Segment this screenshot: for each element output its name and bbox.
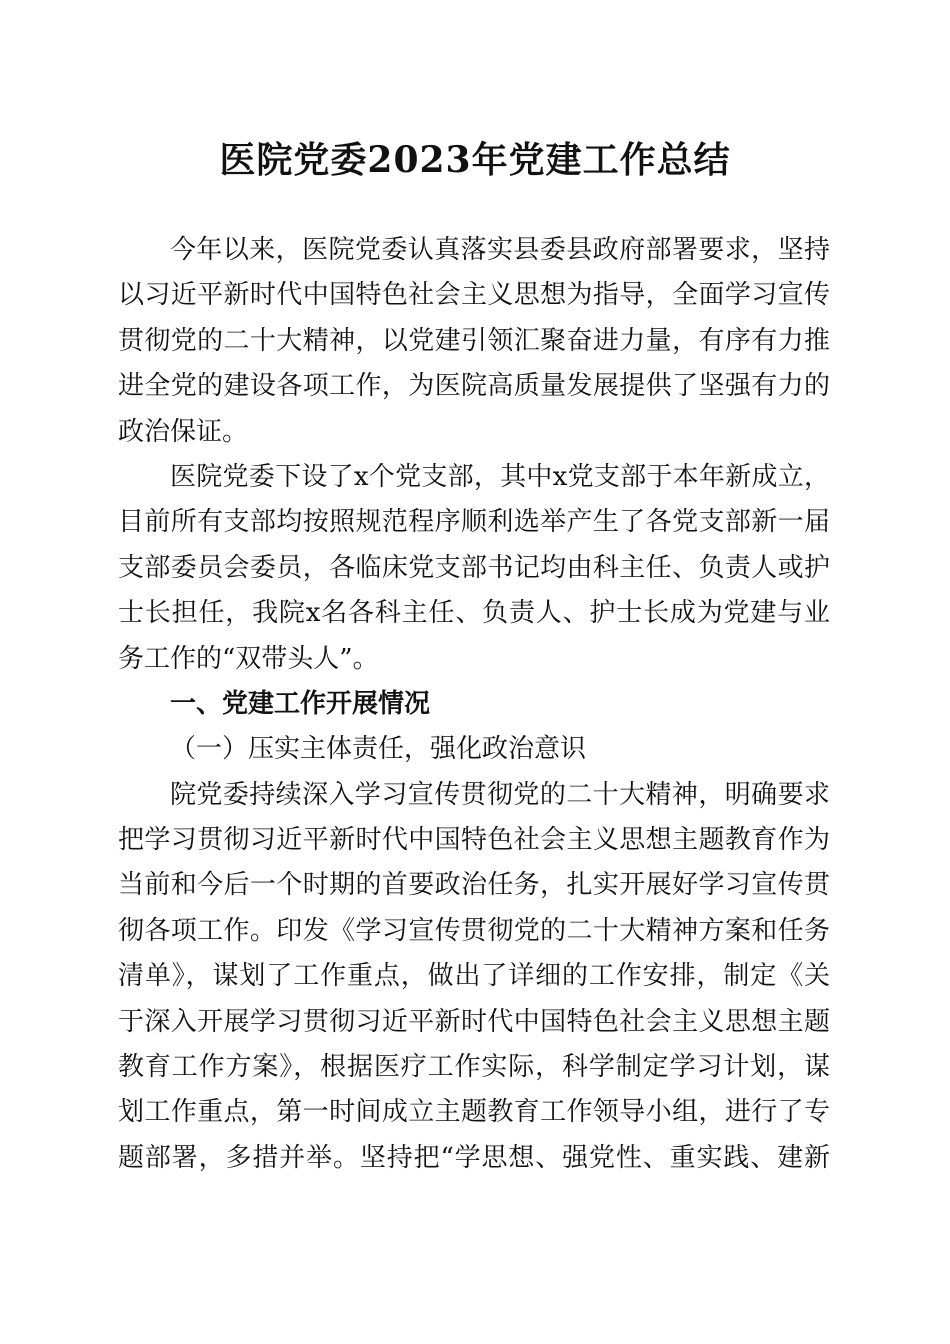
text-line: 进全党的建设各项工作，为医院高质量发展提供了坚强有力的 — [118, 371, 830, 402]
text-line: 政治保证。 — [118, 416, 249, 447]
section-heading: 一、党建工作开展情况 — [170, 688, 431, 719]
document-title: 医院党委2023年党建工作总结 — [219, 139, 731, 181]
subsection-heading: （一）压实主体责任，强化政治意识 — [170, 734, 587, 765]
text-line: 把学习贯彻习近平新时代中国特色社会主义思想主题教育作为 — [118, 825, 830, 856]
text-line: 目前所有支部均按照规范程序顺利选举产生了各党支部新一届 — [118, 507, 830, 538]
text-line: 医院党委下设了x个党支部，其中x党支部于本年新成立， — [170, 461, 830, 492]
text-line: 院党委持续深入学习宣传贯彻党的二十大精神，明确要求 — [170, 779, 830, 810]
text-line: 彻各项工作。印发《学习宣传贯彻党的二十大精神方案和任务 — [118, 915, 830, 946]
document-body — [118, 228, 830, 1181]
text-line: 教育工作方案》，根据医疗工作实际，科学制定学习计划，谋 — [118, 1052, 830, 1083]
text-line: 于深入开展学习贯彻习近平新时代中国特色社会主义思想主题 — [118, 1006, 830, 1037]
paragraph-intro — [118, 228, 830, 455]
text-line: 贯彻党的二十大精神，以党建引领汇聚奋进力量，有序有力推 — [118, 325, 830, 356]
paragraph-responsibility — [118, 773, 830, 1182]
text-line: 清单》，谋划了工作重点，做出了详细的工作安排，制定《关 — [118, 961, 830, 992]
text-line: 今年以来，医院党委认真落实县委县政府部署要求，坚持 — [170, 235, 830, 265]
paragraph-branches — [118, 455, 830, 682]
text-line: 支部委员会委员，各临床党支部书记均由科主任、负责人或护 — [118, 552, 830, 583]
text-line: 划工作重点，第一时间成立主题教育工作领导小组，进行了专 — [118, 1097, 830, 1128]
text-line: 以习近平新时代中国特色社会主义思想为指导，全面学习宣传 — [118, 280, 830, 311]
text-line: 士长担任，我院x名各科主任、负责人、护士长成为党建与业 — [118, 598, 830, 629]
text-line: 当前和今后一个时期的首要政治任务，扎实开展好学习宣传贯 — [118, 870, 830, 901]
text-line: 务工作的“双带头人”。 — [118, 643, 379, 674]
text-line: 题部署，多措并举。坚持把“学思想、强党性、重实践、建新 — [118, 1142, 830, 1173]
